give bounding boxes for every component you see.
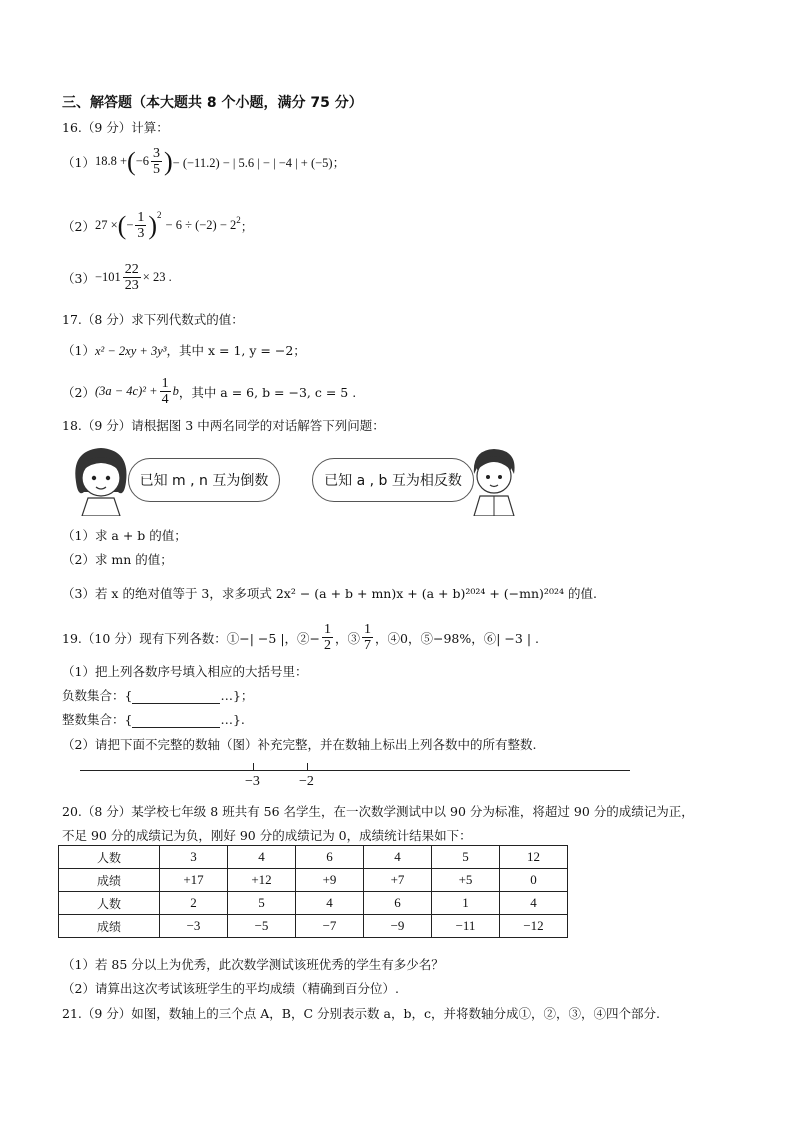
girl-illustration-icon (66, 442, 136, 516)
table-cell: 12 (500, 846, 568, 869)
table-cell: +7 (364, 869, 432, 892)
tick-minus-2 (307, 763, 308, 771)
integer-set-line: 整数集合：{ …}. (62, 712, 245, 727)
tick-label-minus-2: −2 (299, 774, 314, 789)
table-cell: −12 (500, 915, 568, 938)
q21-line: 21.（9 分）如图，数轴上的三个点 A，B，C 分别表示数 a，b，c，并将数轴分成①，②，③，④四个部分. (62, 1006, 660, 1021)
q17-part2: （2） (3a − 4c)² + $\frac{1}{4}$ b ，其中 a = 6, b = −3, c = 5 . (62, 376, 357, 407)
negative-set-blank[interactable] (132, 691, 220, 704)
q18-part3: （3）若 x 的绝对值等于 3，求多项式 2x² − (a + b + mn)x + (a + b)²⁰²⁴ + (−mn)²⁰²⁴ 的值. (62, 586, 597, 601)
q16-part2: （2） 27 × ( − $\frac{1}{3}$ ) $^2$ − 6 ÷ (−2) − 2 $^2$ ； (62, 209, 254, 241)
table-cell: −7 (296, 915, 364, 938)
fraction: $\frac{1}{4}$ (161, 376, 169, 407)
table-cell: −9 (364, 915, 432, 938)
integer-set-blank[interactable] (132, 715, 220, 728)
negative-set-line: 负数集合：{ …}； (62, 688, 254, 703)
table-cell: +12 (228, 869, 296, 892)
table-cell: 6 (296, 846, 364, 869)
q16-part1: （1） 18.8 + ( −6 $\frac{3}{5}$ ) − (−11.2) − | 5.6 | − | −4 | + (−5)； (62, 146, 346, 177)
tick-minus-3 (253, 763, 254, 771)
q17-part1: （1）x² − 2xy + 3y³，其中 x = 1, y = −2； (62, 343, 306, 358)
q18-part1: （1）求 a + b 的值； (62, 528, 187, 543)
table-cell: −5 (228, 915, 296, 938)
q19-part2: （2）请把下面不完整的数轴（图）补充完整，并在数轴上标出上列各数中的所有整数. (62, 737, 537, 752)
fraction: $\frac{3}{5}$ (153, 146, 160, 177)
q18-header: 18.（9 分）请根据图 3 中两名同学的对话解答下列问题： (62, 418, 385, 433)
q18-part2: （2）求 mn 的值； (62, 552, 173, 567)
fraction: $\frac{22}{23}$ (124, 262, 139, 293)
fraction: $\frac{1}{3}$ (137, 210, 145, 241)
q20-part1: （1）若 85 分以上为优秀，此次数学测试该班优秀的学生有多少名？ (62, 957, 444, 972)
table-cell: 6 (364, 892, 432, 915)
table-cell: 3 (160, 846, 228, 869)
table-cell: 4 (228, 846, 296, 869)
table-row (59, 846, 568, 869)
table-cell: 4 (364, 846, 432, 869)
table-row (59, 869, 568, 892)
speech-bubble-right: 已知 a , b 互为相反数 (312, 458, 474, 502)
table-cell: +5 (432, 869, 500, 892)
table-cell: 4 (296, 892, 364, 915)
number-line (80, 770, 630, 771)
table-row-header: 成绩 (59, 869, 160, 892)
tick-label-minus-3: −3 (245, 774, 260, 789)
q19-header: 19.（10 分）现有下列各数：①−| −5 |，②− $\frac{1}{2}$ ，③ $\frac{1}{7}$ ，④0，⑤−98%，⑥| −3 | . (62, 622, 539, 653)
section-title: 三、解答题（本大题共 8 个小题，满分 75 分） (62, 95, 363, 111)
q20-line1: 20.（8 分）某学校七年级 8 班共有 56 名学生，在一次数学测试中以 90 分为标准，将超过 90 分的成绩记为正， (62, 804, 694, 819)
score-table (58, 845, 568, 938)
table-cell: 5 (432, 846, 500, 869)
q20-part2: （2）请算出这次考试该班学生的平均成绩（精确到百分位）. (62, 981, 399, 996)
q17-header: 17.（8 分）求下列代数式的值： (62, 312, 244, 327)
boy-illustration-icon (464, 444, 524, 516)
q19-part1: （1）把上列各数序号填入相应的大括号里： (62, 664, 308, 679)
open-paren: ( (127, 146, 136, 176)
table-row (59, 892, 568, 915)
table-cell: +9 (296, 869, 364, 892)
table-row-header: 人数 (59, 892, 160, 915)
table-cell: 2 (160, 892, 228, 915)
table-cell: 5 (228, 892, 296, 915)
table-cell: 1 (432, 892, 500, 915)
q16-part3: （3） −101 $\frac{22}{23}$ × 23 . (62, 262, 172, 293)
table-cell: −3 (160, 915, 228, 938)
table-cell: 0 (500, 869, 568, 892)
q20-line2: 不足 90 分的成绩记为负，刚好 90 分的成绩记为 0，成绩统计结果如下： (62, 828, 472, 843)
fraction: $\frac{1}{2}$ (324, 622, 332, 653)
q16-header: 16.（9 分）计算： (62, 120, 169, 135)
fraction: $\frac{1}{7}$ (364, 622, 372, 653)
close-paren: ) (164, 146, 173, 176)
table-cell: −11 (432, 915, 500, 938)
table-cell: +17 (160, 869, 228, 892)
table-cell: 4 (500, 892, 568, 915)
speech-bubble-left: 已知 m , n 互为倒数 (128, 458, 280, 502)
table-row-header: 人数 (59, 846, 160, 869)
table-row (59, 915, 568, 938)
table-row-header: 成绩 (59, 915, 160, 938)
